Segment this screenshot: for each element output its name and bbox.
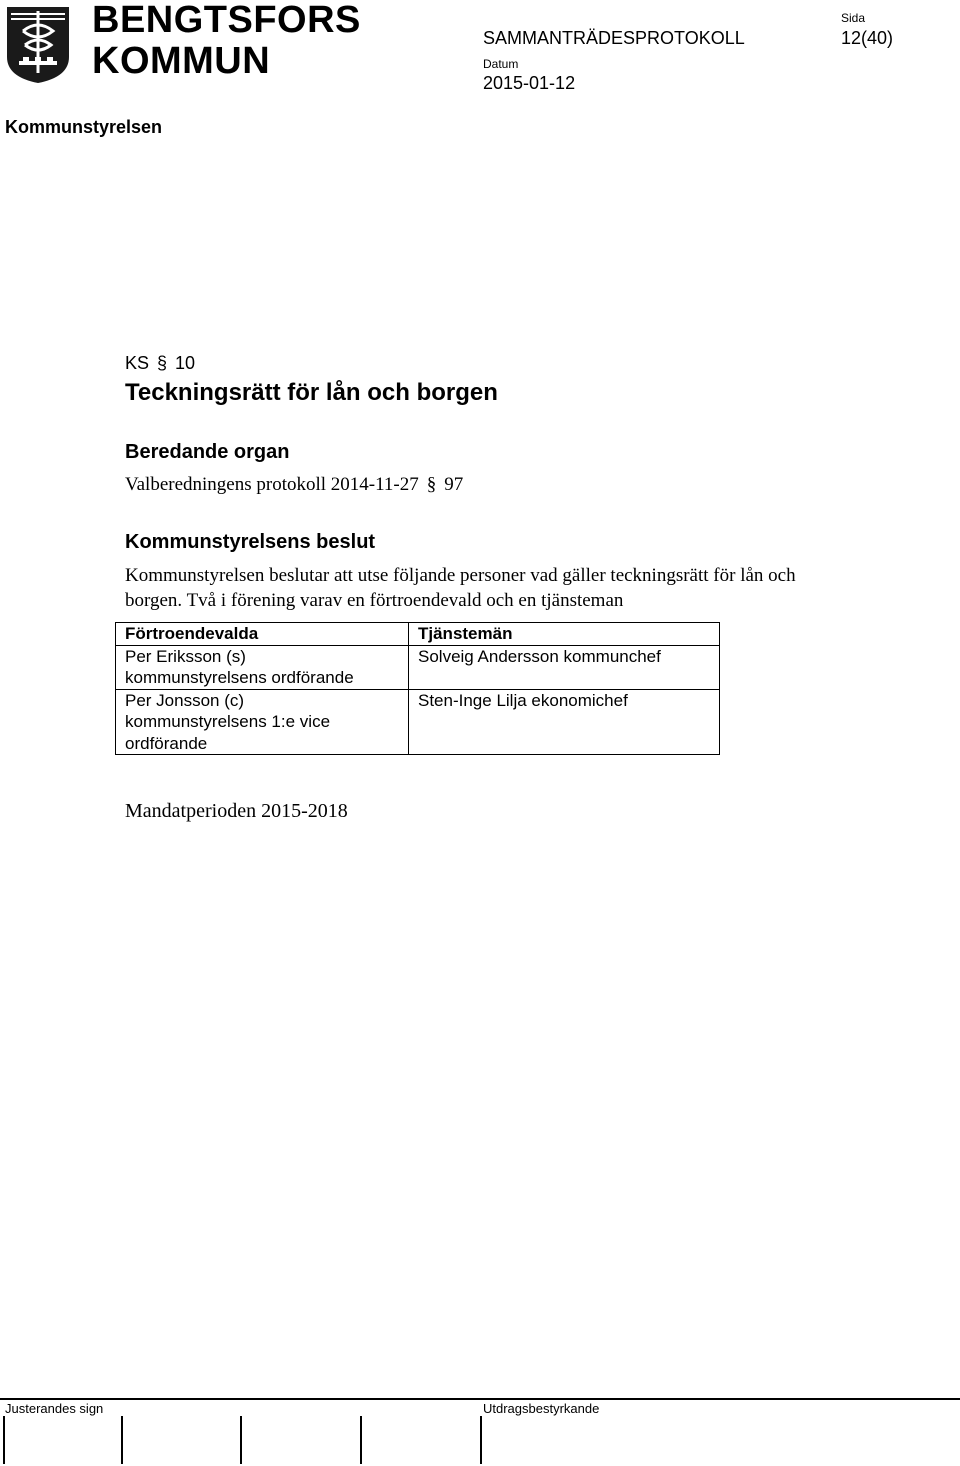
municipality-crest-icon	[5, 5, 71, 85]
signature-box-divider	[480, 1416, 482, 1464]
document-type: SAMMANTRÄDESPROTOKOLL	[483, 28, 745, 48]
table-row	[116, 689, 720, 755]
decision-heading: Kommunstyrelsens beslut	[125, 531, 376, 553]
decision-text: Kommunstyrelsen beslutar att utse följande personer vad gäller teckningsrätt för lån och borgen. Två i förening varav en förtroendevald och en tjänsteman	[125, 565, 796, 611]
date-label: Datum	[483, 57, 519, 71]
elected-name: Per Jonsson (c)	[125, 690, 245, 710]
preparing-body-paragraph: 97	[444, 474, 464, 495]
elected-role: kommunstyrelsens 1:e vice	[125, 712, 331, 731]
elected-role: kommunstyrelsens ordförande	[125, 668, 354, 687]
signature-box-divider	[121, 1416, 123, 1464]
signatory-table	[115, 622, 720, 755]
section-title: Teckningsrätt för lån och borgen	[125, 379, 498, 406]
document-date: 2015-01-12	[483, 73, 576, 93]
table-cell-official: Sten-Inge Lilja ekonomichef	[409, 689, 720, 755]
footer-extract-label: Utdragsbestyrkande	[483, 1401, 600, 1416]
paragraph-prefix: KS	[125, 353, 150, 373]
preparing-body-heading: Beredande organ	[125, 441, 290, 463]
logo-wordmark-line1: BENGTSFORS	[92, 0, 361, 41]
page-label: Sida	[841, 11, 866, 25]
governing-body-name: Kommunstyrelsen	[5, 117, 163, 137]
table-cell-elected	[116, 645, 409, 689]
signature-box-divider	[3, 1416, 5, 1464]
paragraph-reference	[125, 353, 195, 374]
paragraph-sign: §	[426, 474, 437, 495]
paragraph-sign: §	[157, 353, 168, 373]
preparing-body-text	[125, 474, 463, 496]
table-row	[116, 645, 720, 689]
page-number: 12(40)	[841, 28, 894, 48]
mandate-period: Mandatperioden 2015-2018	[125, 800, 348, 822]
preparing-body-reference: Valberedningens protokoll 2014-11-27	[125, 474, 419, 495]
table-header-officials: Tjänstemän	[409, 623, 720, 646]
table-header-elected: Förtroendevalda	[116, 623, 409, 646]
logo-wordmark-line2: KOMMUN	[92, 40, 271, 82]
elected-name: Per Eriksson (s)	[125, 646, 246, 666]
paragraph-number: 10	[175, 353, 196, 373]
elected-role-cont: ordförande	[125, 733, 208, 753]
table-header-row	[116, 623, 720, 646]
table-cell-elected	[116, 689, 409, 755]
footer-divider	[0, 1398, 960, 1400]
signature-box-divider	[360, 1416, 362, 1464]
signature-box-divider	[240, 1416, 242, 1464]
table-cell-official: Solveig Andersson kommunchef	[409, 645, 720, 689]
footer-sign-label: Justerandes sign	[5, 1401, 104, 1416]
